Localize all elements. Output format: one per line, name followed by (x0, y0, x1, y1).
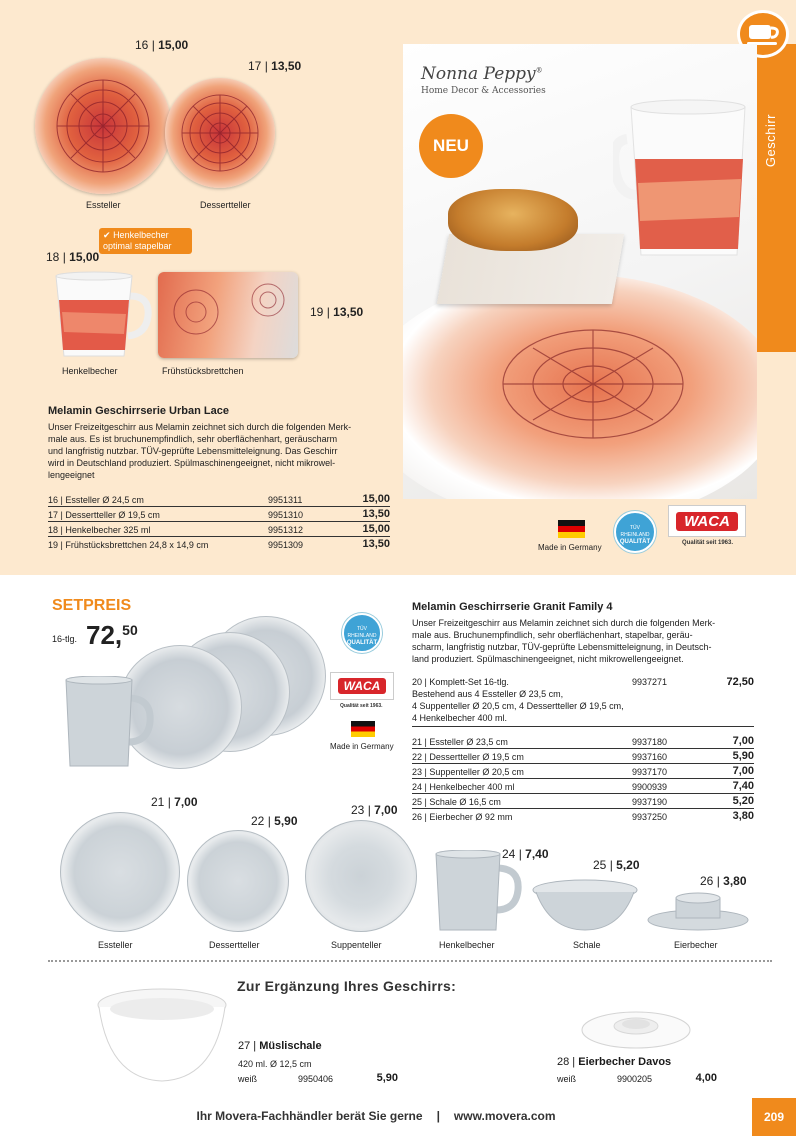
price-label-23: 23 | 7,00 (351, 803, 398, 817)
urban-desc-line: male aus. Es ist bruchunempfindlich, sehr oberflächenhart, geräuscharm (48, 434, 338, 444)
new-badge: NEU (419, 114, 483, 178)
row-art: 9951309 (268, 540, 304, 550)
row-art: 9937170 (632, 767, 668, 777)
row-price: 7,00 (732, 735, 754, 747)
granit-desc-line: male aus. Bruchunempfindlich, sehr oberflächenhart, stapelbar, geräu- (412, 630, 693, 640)
row-desc: 16 | Essteller Ø 24,5 cm (48, 495, 144, 505)
item27-num: 27 (238, 1040, 251, 1052)
set-price-cents: 50 (122, 622, 138, 638)
row-art: 9951311 (268, 495, 303, 505)
check-icon: ✔ (103, 230, 111, 240)
caption-henkelbecher-granit: Henkelbecher (439, 940, 495, 950)
row-desc: 19 | Frühstücksbrettchen 24,8 x 14,9 cm (48, 540, 209, 550)
row-price: 7,40 (732, 780, 754, 792)
item28-price: 4,00 (695, 1072, 717, 1084)
tuev-badge-top (614, 511, 656, 553)
urban-desc-line: und langfristig nutzbar. TÜV-geprüfte Lebensmitteleignung. Das Geschirr (48, 446, 338, 456)
row-price: 3,80 (732, 810, 754, 822)
stackable-note-badge (99, 228, 192, 254)
item27-price: 5,90 (376, 1072, 398, 1084)
table-row (48, 492, 390, 507)
price-label-26: 26 | 3,80 (700, 874, 747, 888)
granit-set-row (412, 676, 754, 727)
note-line-2: optimal stapelbar (103, 241, 172, 251)
caption-schale-granit: Schale (573, 940, 601, 950)
row-art: 9937190 (632, 797, 668, 807)
footer (0, 1101, 752, 1131)
note-line-1: Henkelbecher (113, 230, 169, 240)
urban-title: Melamin Geschirrserie Urban Lace (48, 405, 229, 417)
price-label-19: 19 | 13,50 (310, 305, 364, 319)
row-desc: 26 | Eierbecher Ø 92 mm (412, 812, 513, 822)
row-price: 7,00 (732, 765, 754, 777)
tuev-badge-granit (342, 613, 382, 653)
urban-price-table (48, 492, 390, 551)
eierbecher-davos-image (580, 996, 692, 1052)
footer-text: Ihr Movera-Fachhändler berät Sie gerne (196, 1109, 423, 1123)
caption-suppenteller-granit: Suppenteller (331, 940, 382, 950)
page-number: 209 (752, 1098, 796, 1136)
tuev-line: QUALITÄT (619, 539, 651, 545)
table-row (48, 522, 390, 537)
row-price: 15,00 (362, 523, 390, 535)
item28-name: Eierbecher Davos (578, 1056, 672, 1068)
waca-logo-granit (330, 672, 394, 700)
caption-dessertteller-urban: Dessertteller (200, 200, 251, 210)
urban-desc-line: lengeeignet (48, 470, 95, 480)
table-row (412, 794, 754, 809)
made-in-germany-granit: Made in Germany (330, 742, 394, 751)
item27-price-row (238, 1072, 398, 1084)
row-price: 15,00 (362, 493, 390, 505)
essteller-urban-image (35, 58, 171, 194)
footer-url-link[interactable]: www.movera.com (453, 1109, 556, 1123)
set-row-line: 4 Suppenteller Ø 20,5 cm, 4 Dessertteller Ø 19,5 cm, (412, 701, 624, 711)
item28-color: weiß (557, 1074, 577, 1084)
suppenteller-granit-image (305, 820, 417, 932)
urban-description (48, 421, 398, 481)
mueslischale-image (95, 985, 230, 1085)
caption-henkelbecher-urban: Henkelbecher (62, 366, 118, 376)
row-art: 9937180 (632, 737, 668, 747)
row-price: 5,20 (732, 795, 754, 807)
fruehstuecksbrettchen-urban-image (158, 272, 298, 358)
row-desc: 25 | Schale Ø 16,5 cm (412, 797, 501, 807)
row-art: 9937250 (632, 812, 668, 822)
dessertteller-granit-image (187, 830, 289, 932)
urban-desc-line: Unser Freizeitgeschirr aus Melamin zeichnet sich durch die folgenden Merk- (48, 422, 352, 432)
waca-text: WACA (676, 512, 738, 531)
granit-desc-line: Unser Freizeitgeschirr aus Melamin zeichnet sich durch die folgenden Merk- (412, 618, 716, 628)
photo-mug (613, 99, 753, 264)
dessertteller-urban-image (165, 78, 275, 188)
caption-fruehstuecksbrettchen-urban: Frühstücksbrettchen (162, 366, 244, 376)
caption-eierbecher-granit: Eierbecher (674, 940, 718, 950)
price-label-18: 18 | 15,00 (46, 250, 100, 264)
item28-num: 28 (557, 1056, 570, 1068)
granit-description (412, 617, 762, 665)
section-tab-label: Geschirr (763, 114, 778, 168)
waca-text: WACA (338, 678, 387, 694)
item27-color: weiß (238, 1074, 258, 1084)
row-art: 9951310 (268, 510, 304, 520)
row-art: 9900939 (632, 782, 668, 792)
caption-essteller-urban: Essteller (86, 200, 121, 210)
price-label-21: 21 | 7,00 (151, 795, 198, 809)
granit-desc-line: land produziert. Spülmaschinengeeignet, nicht mikrowellengeeignet. (412, 654, 684, 664)
table-row (412, 764, 754, 779)
item27-name: Müslischale (259, 1040, 322, 1052)
item27-detail: 420 ml. Ø 12,5 cm (238, 1059, 312, 1069)
section-tab[interactable] (757, 44, 796, 352)
waca-sub-granit: Qualität seit 1963. (340, 703, 383, 709)
footer-divider: | (436, 1109, 440, 1123)
set-price (86, 620, 138, 651)
row-price: 13,50 (362, 538, 390, 550)
photo-pastry (448, 189, 578, 251)
made-in-germany-top: Made in Germany (538, 543, 602, 552)
row-desc: 23 | Suppenteller Ø 20,5 cm (412, 767, 524, 777)
table-row (412, 734, 754, 749)
brand-subtitle: Home Decor & Accessories (421, 86, 546, 96)
caption-essteller-granit: Essteller (98, 940, 133, 950)
item27-art: 9950406 (298, 1074, 334, 1084)
germany-flag-icon (558, 520, 585, 538)
row-desc: 21 | Essteller Ø 23,5 cm (412, 737, 508, 747)
table-row (48, 537, 390, 552)
table-row (412, 779, 754, 794)
eierbecher-granit-image (646, 892, 750, 932)
set-price-main: 72, (86, 620, 123, 650)
ergaenzung-title: Zur Ergänzung Ihres Geschirrs: (237, 978, 457, 994)
row-price: 72,50 (726, 676, 754, 688)
urban-desc-line: wird in Deutschland produziert. Spülmaschinengeeignet, nicht mikrowel- (48, 458, 336, 468)
row-price: 5,90 (732, 750, 754, 762)
essteller-granit-image (60, 812, 180, 932)
price-label-24: 24 | 7,40 (502, 847, 549, 861)
waca-logo-top (668, 505, 746, 537)
set-count: 16-tlg. (52, 634, 78, 644)
item28-art: 9900205 (617, 1074, 653, 1084)
table-row (412, 809, 754, 824)
urban-lace-photo (403, 44, 757, 499)
row-art: 9937160 (632, 752, 668, 762)
item27-heading: 27 | Müslischale (238, 1040, 322, 1052)
brand-name: Nonna Peppy® (421, 64, 543, 84)
item28-price-row (557, 1072, 717, 1084)
henkelbecher-urban-image (52, 270, 152, 362)
table-row (412, 749, 754, 764)
set-row-line: Bestehend aus 4 Essteller Ø 23,5 cm, (412, 689, 564, 699)
schale-granit-image (530, 876, 640, 932)
tuev-line: TÜV RHEINLAND (347, 626, 377, 639)
item28-heading: 28 | Eierbecher Davos (557, 1056, 672, 1068)
waca-sub-top: Qualität seit 1963. (682, 540, 734, 546)
row-desc: 18 | Henkelbecher 325 ml (48, 525, 151, 535)
germany-flag-icon (351, 721, 375, 737)
set-row-line: 4 Henkelbecher 400 ml. (412, 713, 508, 723)
set-mug-image (62, 676, 162, 771)
tuev-line: QUALITÄT (346, 640, 378, 646)
row-desc: 22 | Dessertteller Ø 19,5 cm (412, 752, 524, 762)
row-price: 13,50 (362, 508, 390, 520)
row-art: 9951312 (268, 525, 304, 535)
photo-plate (403, 274, 757, 499)
price-label-16: 16 | 15,00 (135, 38, 189, 52)
set-row-line: 20 | Komplett-Set 16-tlg. (412, 677, 509, 687)
row-desc: 24 | Henkelbecher 400 ml (412, 782, 515, 792)
section-divider (48, 960, 772, 962)
price-label-22: 22 | 5,90 (251, 814, 298, 828)
granit-desc-line: scharm, langfristig nutzbar, TÜV-geprüfte Lebensmitteleignung, in Deutsch- (412, 642, 712, 652)
table-row (48, 507, 390, 522)
setpreis-label: SETPREIS (52, 597, 132, 614)
row-art: 9937271 (632, 677, 668, 687)
price-label-25: 25 | 5,20 (593, 858, 640, 872)
granit-title: Melamin Geschirrserie Granit Family 4 (412, 601, 613, 613)
henkelbecher-granit-image (432, 850, 527, 935)
caption-dessertteller-granit: Dessertteller (209, 940, 260, 950)
row-desc: 17 | Dessertteller Ø 19,5 cm (48, 510, 160, 520)
price-label-17: 17 | 13,50 (248, 59, 302, 73)
tuev-line: TÜV RHEINLAND (620, 525, 650, 538)
granit-price-table (412, 734, 754, 823)
